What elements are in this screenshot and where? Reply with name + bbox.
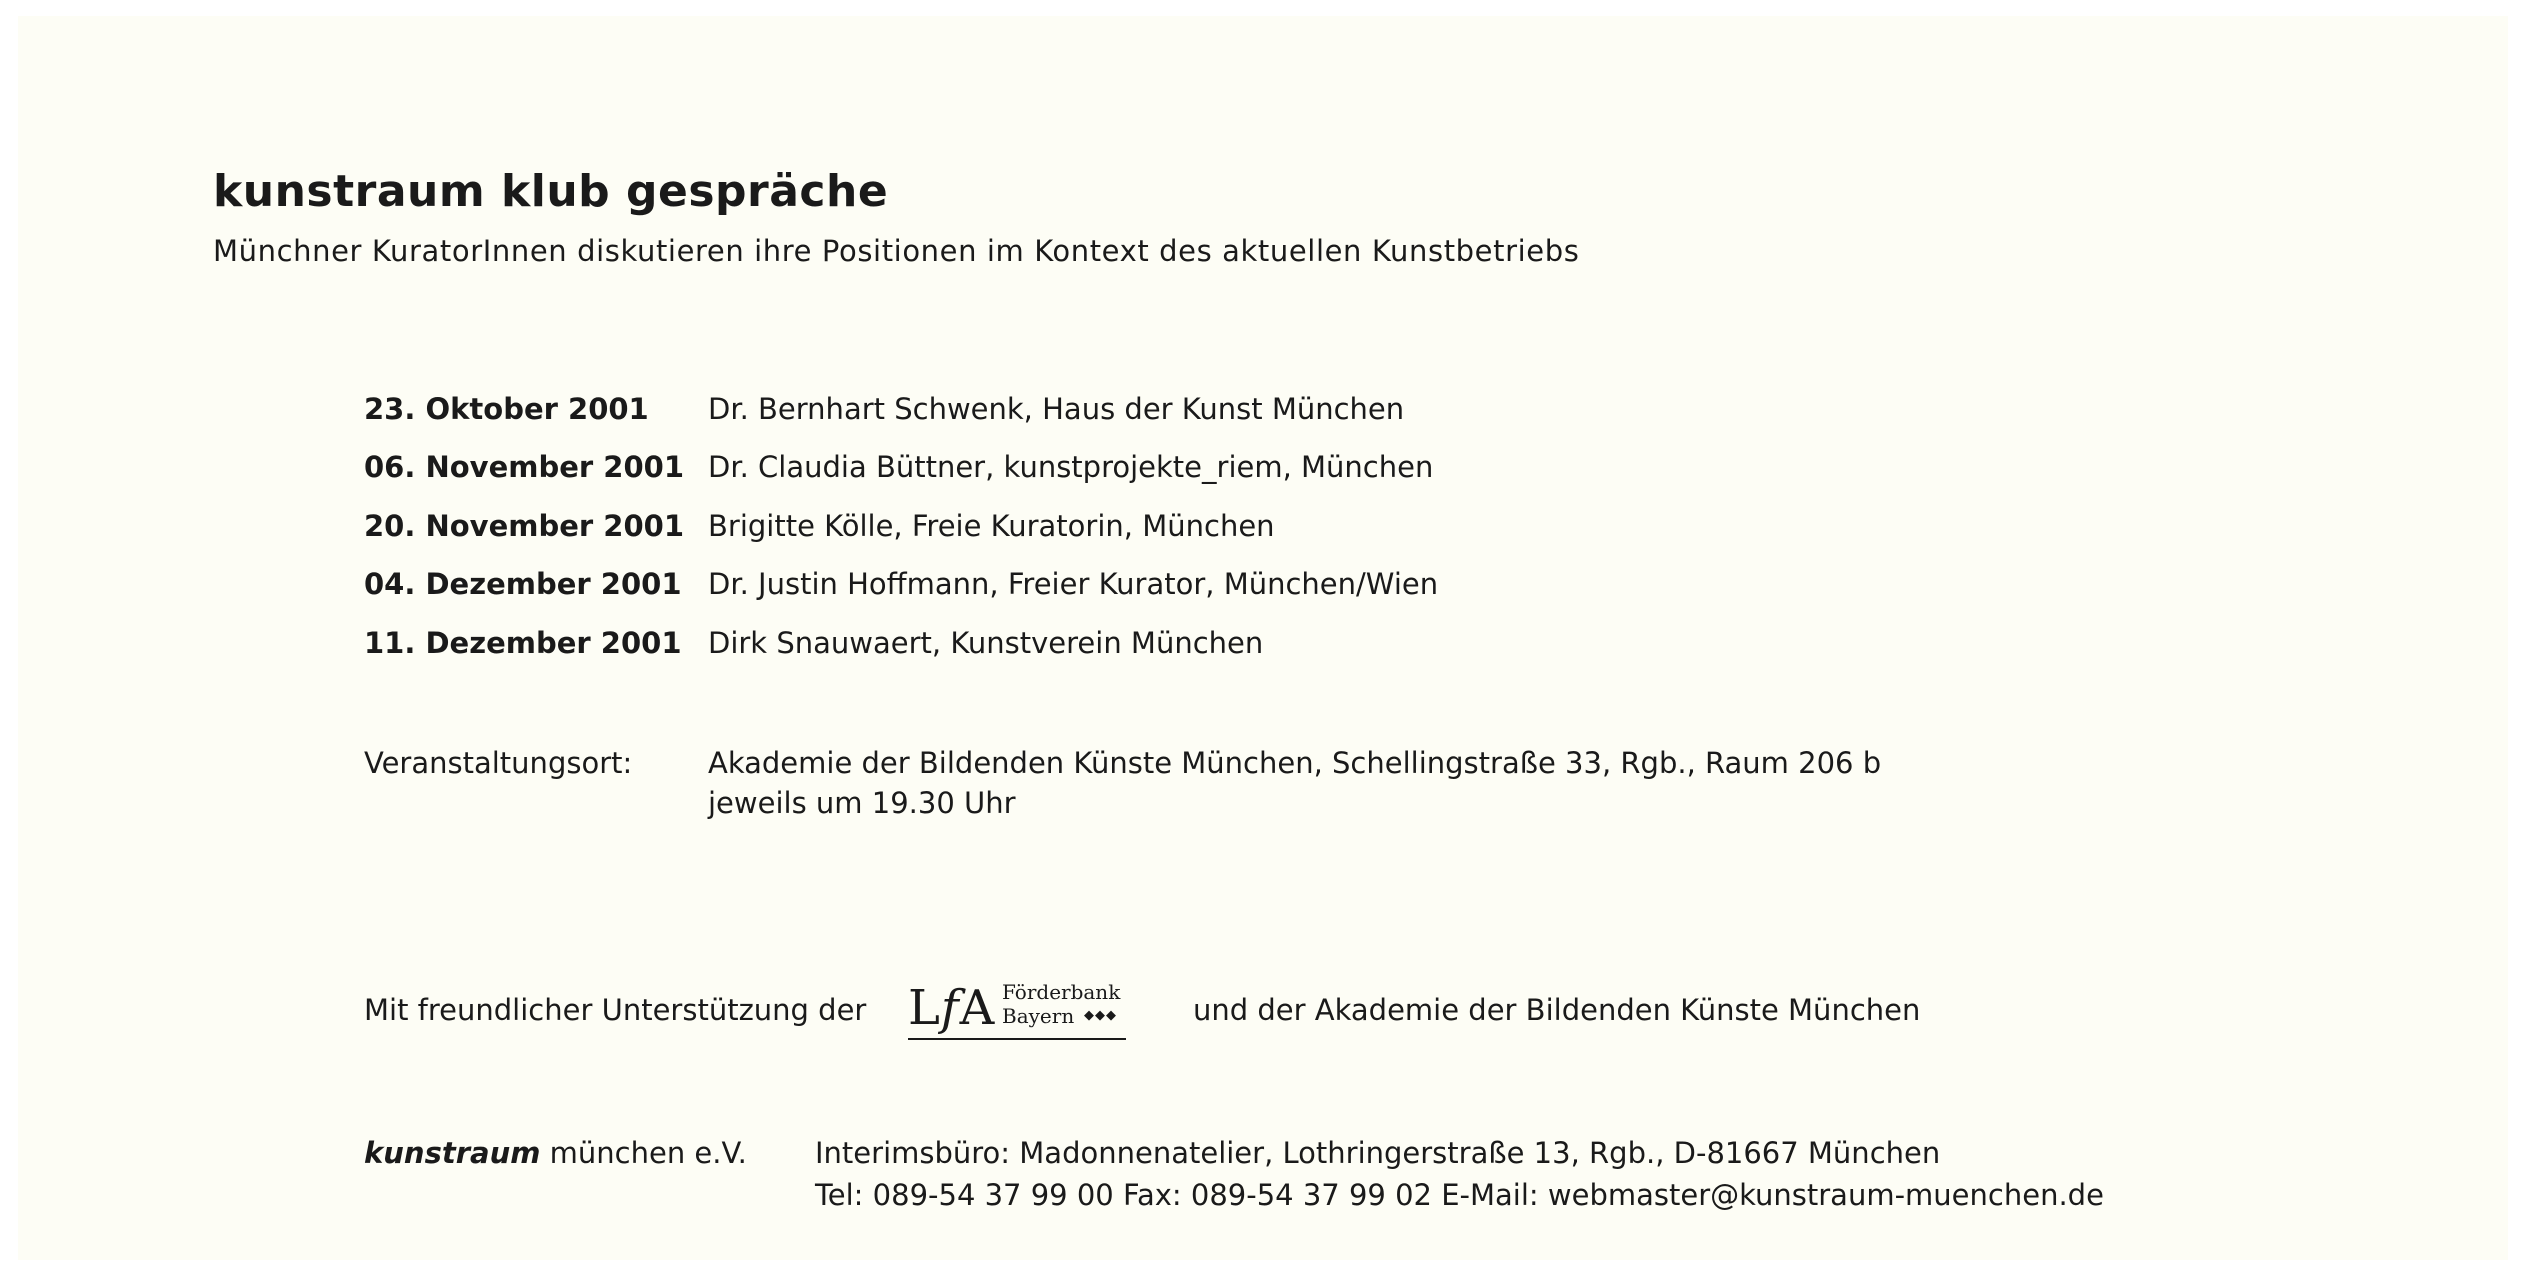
venue-label: Veranstaltungsort:	[364, 746, 633, 780]
lfa-logo-mark: LfA	[908, 980, 996, 1036]
organization-name: kunstraum münchen e.V.	[364, 1136, 747, 1170]
office-address: Interimsbüro: Madonnenatelier, Lothringerstraße 13, Rgb., D-81667 München	[815, 1136, 1941, 1170]
event-speaker: Dr. Claudia Büttner, kunstprojekte_riem, München	[708, 450, 1434, 484]
lfa-logo	[908, 980, 1126, 1046]
support-suffix: und der Akademie der Bildenden Künste München	[1193, 993, 1921, 1027]
support-prefix: Mit freundlicher Unterstützung der	[364, 993, 867, 1027]
event-date: 23. Oktober 2001	[364, 392, 649, 426]
page-subtitle: Münchner KuratorInnen diskutieren ihre Positionen im Kontext des aktuellen Kunstbetriebs	[213, 234, 1580, 268]
invitation-card	[18, 16, 2508, 1260]
event-speaker: Dirk Snauwaert, Kunstverein München	[708, 626, 1264, 660]
contact-line: Tel: 089-54 37 99 00 Fax: 089-54 37 99 02 E-Mail: webmaster@kunstraum-muenchen.de	[815, 1178, 2104, 1212]
lfa-logo-underline	[908, 1038, 1126, 1040]
event-speaker: Brigitte Kölle, Freie Kuratorin, München	[708, 509, 1275, 543]
event-date: 04. Dezember 2001	[364, 567, 682, 601]
lfa-logo-line2: Bayern	[1002, 1004, 1075, 1028]
event-date: 11. Dezember 2001	[364, 626, 682, 660]
lfa-logo-line1: Förderbank	[1002, 980, 1121, 1004]
event-date: 20. November 2001	[364, 509, 684, 543]
event-date: 06. November 2001	[364, 450, 684, 484]
event-speaker: Dr. Justin Hoffmann, Freier Kurator, München/Wien	[708, 567, 1439, 601]
event-speaker: Dr. Bernhart Schwenk, Haus der Kunst München	[708, 392, 1405, 426]
venue-address: Akademie der Bildenden Künste München, Schellingstraße 33, Rgb., Raum 206 b	[708, 746, 1882, 780]
venue-time: jeweils um 19.30 Uhr	[708, 786, 1016, 820]
lfa-logo-marks-icon: ◆◆◆	[1084, 1008, 1117, 1023]
page-title: kunstraum klub gespräche	[213, 166, 889, 217]
